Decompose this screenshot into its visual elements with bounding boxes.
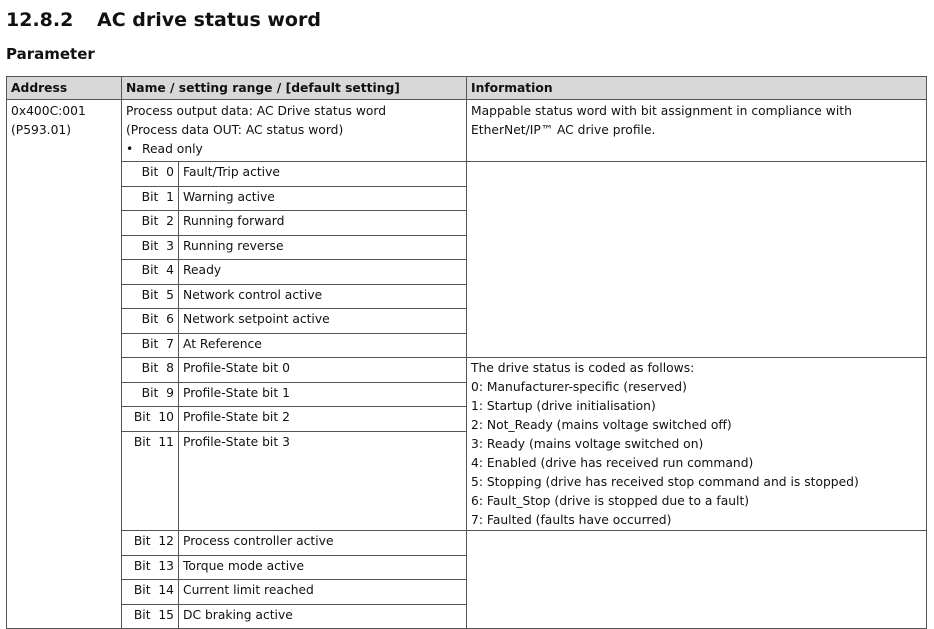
profile-state-info-line: 0: Manufacturer-specific (reserved) bbox=[471, 380, 687, 394]
bit-number: Bit 1 bbox=[122, 186, 179, 211]
profile-state-info-cell bbox=[467, 358, 927, 531]
bit-number: Bit 6 bbox=[122, 309, 179, 334]
bit-label: Warning active bbox=[179, 186, 467, 211]
bit-number: Bit 2 bbox=[122, 211, 179, 236]
name-line-1: Process output data: AC Drive status word bbox=[126, 104, 387, 118]
table-row-main bbox=[7, 100, 927, 162]
bit-number: Bit 12 bbox=[122, 531, 179, 556]
info-empty-cell bbox=[467, 162, 927, 358]
table-row bbox=[7, 531, 927, 556]
profile-state-info-line: 5: Stopping (drive has received stop command and is stopped) bbox=[471, 475, 859, 489]
profile-state-info-line: 3: Ready (mains voltage switched on) bbox=[471, 437, 704, 451]
bit-number: Bit 5 bbox=[122, 284, 179, 309]
bit-label: Profile-State bit 3 bbox=[179, 432, 467, 531]
bit-number: Bit 0 bbox=[122, 162, 179, 187]
bit-label: Running reverse bbox=[179, 235, 467, 260]
profile-state-info-line: The drive status is coded as follows: bbox=[471, 361, 695, 375]
section-title: AC drive status word bbox=[97, 9, 321, 31]
bullet-icon: • bbox=[126, 142, 134, 156]
bit-number: Bit 14 bbox=[122, 580, 179, 605]
address-parameter: (P593.01) bbox=[11, 123, 72, 137]
bit-label: Profile-State bit 1 bbox=[179, 382, 467, 407]
profile-state-info-line: 6: Fault_Stop (drive is stopped due to a fault) bbox=[471, 494, 750, 508]
profile-state-info-line: 7: Faulted (faults have occurred) bbox=[471, 513, 672, 527]
table-row bbox=[7, 162, 927, 187]
bit-number: Bit 7 bbox=[122, 333, 179, 358]
bit-number: Bit 9 bbox=[122, 382, 179, 407]
profile-state-info-line: 4: Enabled (drive has received run command) bbox=[471, 456, 754, 470]
table-header-row bbox=[7, 77, 927, 100]
info-empty-cell bbox=[467, 531, 927, 629]
read-only-text: Read only bbox=[142, 142, 203, 156]
header-address: Address bbox=[7, 77, 122, 100]
bit-label: Network control active bbox=[179, 284, 467, 309]
bit-number: Bit 3 bbox=[122, 235, 179, 260]
header-name: Name / setting range / [default setting] bbox=[122, 77, 467, 100]
name-line-2: (Process data OUT: AC status word) bbox=[126, 123, 344, 137]
bit-label: Profile-State bit 0 bbox=[179, 358, 467, 383]
name-cell bbox=[122, 100, 467, 162]
parameter-subheading: Parameter bbox=[6, 45, 95, 63]
header-information: Information bbox=[467, 77, 927, 100]
address-cell bbox=[7, 100, 122, 629]
info-line-2: EtherNet/IP™ AC drive profile. bbox=[471, 123, 656, 137]
bit-number: Bit 8 bbox=[122, 358, 179, 383]
bit-number: Bit 13 bbox=[122, 555, 179, 580]
profile-state-info-line: 1: Startup (drive initialisation) bbox=[471, 399, 656, 413]
profile-state-info-line: 2: Not_Ready (mains voltage switched off) bbox=[471, 418, 732, 432]
address-index: 0x400C:001 bbox=[11, 104, 86, 118]
section-heading bbox=[6, 6, 321, 34]
section-number: 12.8.2 bbox=[6, 9, 74, 31]
bit-label: Running forward bbox=[179, 211, 467, 236]
bit-label: Fault/Trip active bbox=[179, 162, 467, 187]
bit-number: Bit 4 bbox=[122, 260, 179, 285]
bit-label: Torque mode active bbox=[179, 555, 467, 580]
bit-number: Bit 11 bbox=[122, 432, 179, 531]
table-row bbox=[7, 358, 927, 383]
bit-number: Bit 10 bbox=[122, 407, 179, 432]
parameter-table bbox=[6, 76, 927, 629]
bit-label: At Reference bbox=[179, 333, 467, 358]
bit-label: Network setpoint active bbox=[179, 309, 467, 334]
bit-label: Process controller active bbox=[179, 531, 467, 556]
bit-label: DC braking active bbox=[179, 604, 467, 629]
info-line-1: Mappable status word with bit assignment in compliance with bbox=[471, 104, 852, 118]
bit-number: Bit 15 bbox=[122, 604, 179, 629]
bit-label: Current limit reached bbox=[179, 580, 467, 605]
bit-label: Ready bbox=[179, 260, 467, 285]
bit-label: Profile-State bit 2 bbox=[179, 407, 467, 432]
info-cell bbox=[467, 100, 927, 162]
read-only-bullet bbox=[126, 140, 462, 159]
